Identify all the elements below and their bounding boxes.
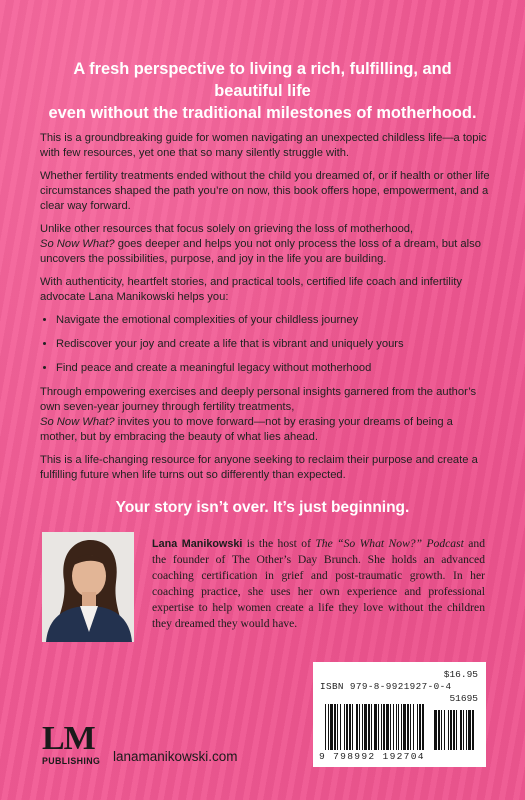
paragraph-5: [40, 385, 490, 445]
paragraph-1: This is a groundbreaking guide for women navigating an unexpected childless life—a topic with few resources, yet one that so many silently struggle with.: [40, 132, 487, 159]
book-title: So Now What?: [40, 238, 115, 250]
paragraph-6: This is a life-changing resource for anyone seeking to reclaim their purpose and create a fulfilling future when life turns out so differently than expected.: [40, 454, 478, 481]
description: [40, 131, 490, 491]
podcast-title: The “So What Now?” Podcast: [315, 537, 464, 550]
barcode-icon: [325, 704, 477, 750]
tagline: Your story isn’t over. It’s just beginning.: [115, 499, 410, 516]
headline: [40, 58, 485, 124]
publisher-logo: [42, 722, 104, 772]
price-addon-code: 51695: [449, 693, 478, 704]
headline-line-2: even without the traditional milestones of motherhood.: [48, 104, 477, 122]
price: $16.95: [443, 669, 478, 680]
publisher-logo-word: PUBLISHING: [42, 756, 101, 766]
publisher-logo-letters: LM: [42, 720, 95, 757]
list-item: • Rediscover your joy and create a life that is vibrant and uniquely yours: [56, 337, 490, 352]
list-item: • Navigate the emotional complexities of your childless journey: [56, 313, 490, 328]
isbn: ISBN 979-8-9921927-0-4: [320, 681, 452, 692]
paragraph-3-start: Unlike other resources that focus solely on grieving the loss of motherhood,: [40, 223, 414, 235]
paragraph-5-end: invites you to move forward—not by erasing your dreams of being a mother, but by embracing the beauty of what lies ahead.: [40, 416, 453, 443]
bio-text-1: is the host of: [242, 537, 316, 550]
paragraph-3: [40, 222, 490, 267]
paragraph-4: With authenticity, heartfelt stories, and practical tools, certified life coach and infertility advocate Lana Manikowski helps you:: [40, 276, 463, 303]
book-title: So Now What?: [40, 416, 115, 428]
paragraph-5-start: Through empowering exercises and deeply personal insights garnered from the author’s own seven-year journey through fertility treatments,: [40, 386, 477, 413]
author-portrait-image: [42, 532, 134, 642]
paragraph-2: Whether fertility treatments ended without the child you dreamed of, or if health or other life circumstances shaped the path you’re on now, this book offers hope, empowerment, and a clear way forward.: [40, 170, 490, 212]
website-url: lanamanikowski.com: [113, 749, 238, 764]
barcode-digits: 9 798992 192704: [319, 751, 425, 762]
author-name: Lana Manikowski: [152, 538, 243, 550]
paragraph-3-end: goes deeper and helps you not only process the loss of a dream, but also uncovers the possibilities, purpose, and joy in the life you are building.: [40, 238, 481, 265]
headline-line-1: A fresh perspective to living a rich, fulfilling, and beautiful life: [73, 60, 452, 100]
benefit-list: [40, 313, 490, 376]
author-bio: [152, 536, 485, 632]
barcode-panel: [313, 662, 486, 767]
list-item: • Find peace and create a meaningful legacy without motherhood: [56, 361, 490, 376]
bio-text-2: and the founder of The Other’s Day Brunch. She holds an advanced coaching certification in grief and post-traumatic growth. In her coaching practice, she uses her own experience and professional expertise to help women create a life they love without the children they dreamed they would have.: [152, 537, 486, 630]
author-photo: [42, 532, 134, 642]
